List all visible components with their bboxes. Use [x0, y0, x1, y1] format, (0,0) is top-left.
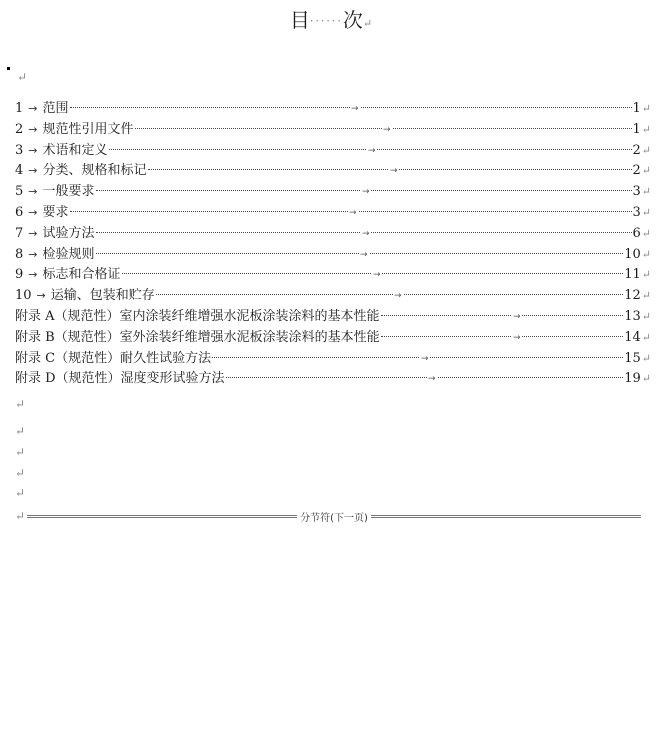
toc-entry-page: 13 — [624, 308, 641, 324]
tab-arrow-icon: → — [361, 224, 371, 244]
paragraph-mark-icon: ↵ — [641, 205, 651, 219]
toc-entry-number: 10 — [15, 288, 32, 304]
tab-arrow-icon: → — [348, 203, 358, 223]
paragraph-mark-icon: ↵ — [17, 70, 28, 84]
toc-entry-page: 11 — [624, 267, 641, 283]
toc-entry-page: 1 — [632, 101, 641, 116]
tab-arrow-icon: → — [512, 307, 522, 327]
tab-arrow-icon: → — [512, 328, 522, 348]
paragraph-mark-icon: ↵ — [15, 466, 26, 480]
toc-entry-page: 3 — [632, 204, 641, 220]
toc-entry-page: 2 — [632, 142, 641, 158]
paragraph-mark-icon: ↵ — [641, 143, 651, 157]
paragraph-mark-icon: ↵ — [15, 509, 26, 523]
section-break-line — [27, 515, 297, 518]
toc-entry-label: 检验规则 — [42, 246, 95, 262]
section-break-line — [371, 515, 641, 518]
paragraph-mark-icon: ↵ — [641, 309, 651, 323]
toc-entry-label: 附录 D（规范性）湿度变形试验方法 — [15, 371, 225, 387]
toc-entry[interactable] — [15, 141, 651, 162]
paragraph-mark-icon: ↵ — [641, 289, 651, 303]
toc-entry-page: 15 — [624, 350, 641, 366]
toc-entry[interactable] — [15, 307, 651, 328]
title-dots: ······ — [309, 14, 343, 28]
dot-leader — [381, 336, 624, 337]
toc-entry-label: 要求 — [42, 204, 69, 220]
paragraph-mark-icon: ↵ — [641, 351, 651, 365]
paragraph-mark-icon: ↵ — [641, 185, 651, 199]
paragraph-mark-icon: ↵ — [362, 17, 373, 30]
tab-arrow-icon: → — [28, 102, 38, 115]
title-char-right: 次 — [342, 8, 363, 32]
toc-entry-label: 试验方法 — [42, 225, 95, 241]
toc-entry[interactable] — [15, 349, 651, 370]
tab-arrow-icon: → — [28, 164, 38, 178]
toc-title — [0, 6, 662, 38]
tab-arrow-icon: → — [361, 182, 371, 202]
tab-arrow-icon: → — [382, 120, 392, 140]
tab-arrow-icon: → — [359, 245, 369, 265]
section-break-label: 分节符(下一页) — [297, 509, 371, 524]
toc-entry-label: 附录 C（规范性）耐久性试验方法 — [15, 350, 212, 366]
toc-entry-number: 3 — [15, 142, 24, 158]
tab-arrow-icon: → — [36, 289, 46, 303]
toc-entry[interactable] — [15, 328, 651, 349]
toc-entry[interactable] — [15, 286, 651, 307]
toc-entry-page: 6 — [632, 225, 641, 241]
tab-arrow-icon: → — [350, 99, 360, 119]
tab-arrow-icon: → — [28, 122, 38, 136]
anchor-marker-icon — [7, 67, 10, 70]
tab-arrow-icon: → — [28, 185, 38, 199]
tab-arrow-icon: → — [28, 143, 38, 157]
tab-arrow-icon: → — [372, 265, 382, 285]
toc-entry-number: 9 — [15, 267, 24, 283]
toc-entry-page: 12 — [624, 288, 641, 304]
toc-entry[interactable] — [15, 120, 651, 141]
toc-entry[interactable] — [15, 265, 651, 286]
toc-entry[interactable] — [15, 182, 651, 203]
paragraph-mark-icon: ↵ — [641, 372, 651, 386]
toc-entry-label: 附录 A（规范性）室内涂装纤维增强水泥板涂装涂料的基本性能 — [15, 308, 380, 324]
tab-arrow-icon: → — [28, 226, 38, 240]
tab-arrow-icon: → — [28, 247, 38, 261]
toc-entry[interactable] — [15, 161, 651, 182]
toc-entry[interactable] — [15, 369, 651, 390]
tab-arrow-icon: → — [389, 161, 399, 181]
section-break — [15, 508, 641, 524]
toc-entry-number: 6 — [15, 204, 24, 220]
toc-entry-page: 1 — [632, 121, 641, 137]
paragraph-mark-icon: ↵ — [15, 424, 26, 438]
tab-arrow-icon: → — [393, 286, 403, 306]
toc-entry-page: 14 — [624, 329, 641, 345]
paragraph-mark-icon: ↵ — [15, 486, 26, 500]
dot-leader — [226, 377, 624, 378]
tab-arrow-icon: → — [28, 205, 38, 219]
dot-leader — [381, 315, 624, 316]
paragraph-mark-icon: ↵ — [15, 397, 26, 411]
toc-entry-page: 3 — [632, 184, 641, 200]
toc-entry-number: 4 — [15, 163, 24, 179]
tab-arrow-icon: → — [427, 369, 437, 389]
toc-entry-number: 1 — [15, 101, 24, 116]
toc-entry-page: 10 — [624, 246, 641, 262]
toc-entry[interactable] — [15, 245, 651, 266]
toc-entry-label: 一般要求 — [42, 184, 95, 200]
paragraph-mark-icon: ↵ — [15, 445, 26, 459]
toc-entry[interactable] — [15, 203, 651, 224]
toc-entry-label: 分类、规格和标记 — [42, 163, 147, 179]
paragraph-mark-icon: ↵ — [641, 226, 651, 240]
tab-arrow-icon: → — [420, 349, 430, 369]
paragraph-mark-icon: ↵ — [641, 102, 651, 115]
dot-leader — [212, 357, 623, 358]
paragraph-mark-icon: ↵ — [641, 247, 651, 261]
toc-entry-number: 2 — [15, 121, 24, 137]
paragraph-mark-icon: ↵ — [641, 330, 651, 344]
toc-entry-page: 19 — [624, 371, 641, 387]
paragraph-mark-icon: ↵ — [641, 164, 651, 178]
toc-entry-number: 5 — [15, 184, 24, 200]
toc-entry-label: 标志和合格证 — [42, 267, 121, 283]
toc-entry-label: 附录 B（规范性）室外涂装纤维增强水泥板涂装涂料的基本性能 — [15, 329, 380, 345]
paragraph-mark-icon: ↵ — [641, 122, 651, 136]
toc-entry-label: 规范性引用文件 — [42, 121, 134, 137]
toc-entry-number: 7 — [15, 225, 24, 241]
toc-entry-page: 2 — [632, 163, 641, 179]
paragraph-mark-icon: ↵ — [641, 268, 651, 282]
toc-entry-label: 术语和定义 — [42, 142, 108, 158]
dot-leader — [156, 294, 623, 295]
toc-entry-label: 范围 — [42, 101, 69, 116]
tab-arrow-icon: → — [28, 268, 38, 282]
tab-arrow-icon: → — [367, 141, 377, 161]
table-of-contents — [15, 99, 651, 390]
toc-entry[interactable] — [15, 99, 651, 120]
toc-entry[interactable] — [15, 224, 651, 245]
toc-entry-number: 8 — [15, 246, 24, 262]
toc-entry-label: 运输、包装和贮存 — [50, 288, 155, 304]
title-char-left: 目 — [289, 8, 310, 32]
